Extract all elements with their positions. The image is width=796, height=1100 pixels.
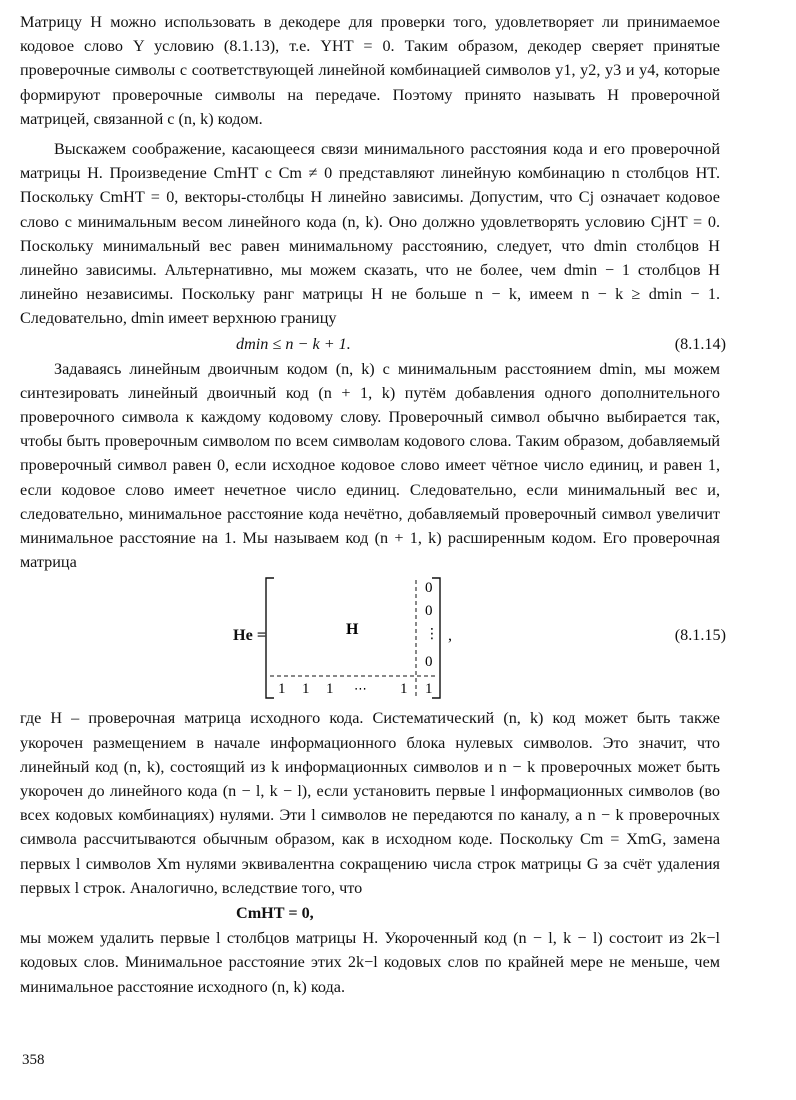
matrix-lhs: He = [233, 626, 267, 645]
paragraph-5: мы можем удалить первые l столбцов матрицы H. Укороченный код (n − l, k − l) состоит из 2k−l кодовых слов. Минимальное расстояние этих 2k−l кодовых слов по крайней мере не меньше, чем минимальное расстояние исходного (n, k) кода. [20, 929, 720, 996]
last-col-4: 1 [425, 681, 433, 698]
page-body [20, 10, 726, 999]
extended-parity-matrix [264, 576, 444, 700]
matrix-block-h: H [346, 621, 359, 639]
last-row-4: 1 [400, 681, 408, 698]
last-row-1: 1 [302, 681, 310, 698]
equation-8-1-15: He = H 0 0 ⋮ 0 1 1 1 1 ⋯ 1 , (8.1.15) [20, 576, 720, 704]
paragraph-2: Выскажем соображение, касающееся связи минимального расстояния кода и его проверочной матрицы H. Произведение CmHT с Cm ≠ 0 представляют линейную комбинацию n столбцов HT. Поскольку CmHT = 0, векторы-столбцы H линейно зависимы. Допустим, что Cj означает кодовое слово с минимальным весом линейного кода (n, k). Оно должно удовлетворять условию CjHT = 0. Поскольку минимальный вес равен минимальному расстоянию, следует, что dmin столбцов H линейно зависимы. Альтернативно, мы можем сказать, что не более, чем dmin − 1 столбцов H линейно независимы. Поскольку ранг матрицы H не больше n − k, имеем n − k ≥ dmin − 1. Следовательно, dmin имеет верхнюю границу [20, 140, 720, 328]
paragraph-4: где H – проверочная матрица исходного кода. Систематический (n, k) код может быть также укорочен размещением в начале информационного блока нулевых символов. Это значит, что линейный код (n, k), состоящий из k информационных символов и n − k проверочных может быть укорочен до линейного кода (n − l, k − l), если установить первые l информационных символов (во всех кодовых комбинациях) нулями. Эти l символов не передаются по каналу, а n − k проверочных символа рассчитываются обычным образом, как в исходном коде. Поскольку Cm = XmG, замена первых l символов Xm нулями эквивалентна сокращению числа строк матрицы G за счёт удаления первых l строк. Аналогично, вследствие того, что [20, 709, 720, 897]
last-col-3: 0 [425, 654, 433, 671]
last-row-2: 1 [326, 681, 334, 698]
page-number: 358 [22, 1052, 45, 1068]
last-col-2: ⋮ [425, 626, 439, 643]
last-row-3: ⋯ [354, 682, 367, 698]
equation-body: CmHT = 0, [236, 904, 314, 923]
last-col-1: 0 [425, 603, 433, 620]
equation-number: (8.1.14) [674, 334, 726, 353]
last-row-0: 1 [278, 681, 286, 698]
equation-8-1-14 [20, 331, 726, 357]
paragraph-1: Матрицу H можно использовать в декодере для проверки того, удовлетворяет ли принимаемое кодовое слово Y условию (8.1.13), т.е. YHT = 0. Таким образом, декодер сверяет принятые проверочные символы с соответствующей линейной комбинацией символов y1, y2, y3 и y4, которые формируют проверочные символы на передаче. Поэтому принято называть H проверочной матрицей, связанной с (n, k) кодом. [20, 13, 720, 128]
equation-cmht [20, 900, 720, 926]
equation-number: (8.1.15) [674, 626, 726, 645]
paragraph-3: Задаваясь линейным двоичным кодом (n, k) с минимальным расстоянием dmin, мы можем синтезировать линейный двоичный код (n + 1, k) путём добавления одного дополнительного проверочного символа к каждому кодовому слову. Проверочный символ обычно выбирается так, чтобы быть проверочным символом по всем символам кодового слова. Таким образом, добавляемый проверочный символ равен 0, если исходное кодовое слово имеет чётное число единиц, и равен 1, если кодовое слово имеет нечетное число единиц. Следовательно, если минимальный вес и, следовательно, минимальное расстояние кода нечётно, добавляемый проверочный символ увеличит минимальное расстояние на 1. Мы называем код (n + 1, k) расширенным кодом. Его проверочная матрица [20, 359, 720, 572]
last-col-0: 0 [425, 580, 433, 597]
equation-body: dmin ≤ n − k + 1. [236, 334, 351, 353]
